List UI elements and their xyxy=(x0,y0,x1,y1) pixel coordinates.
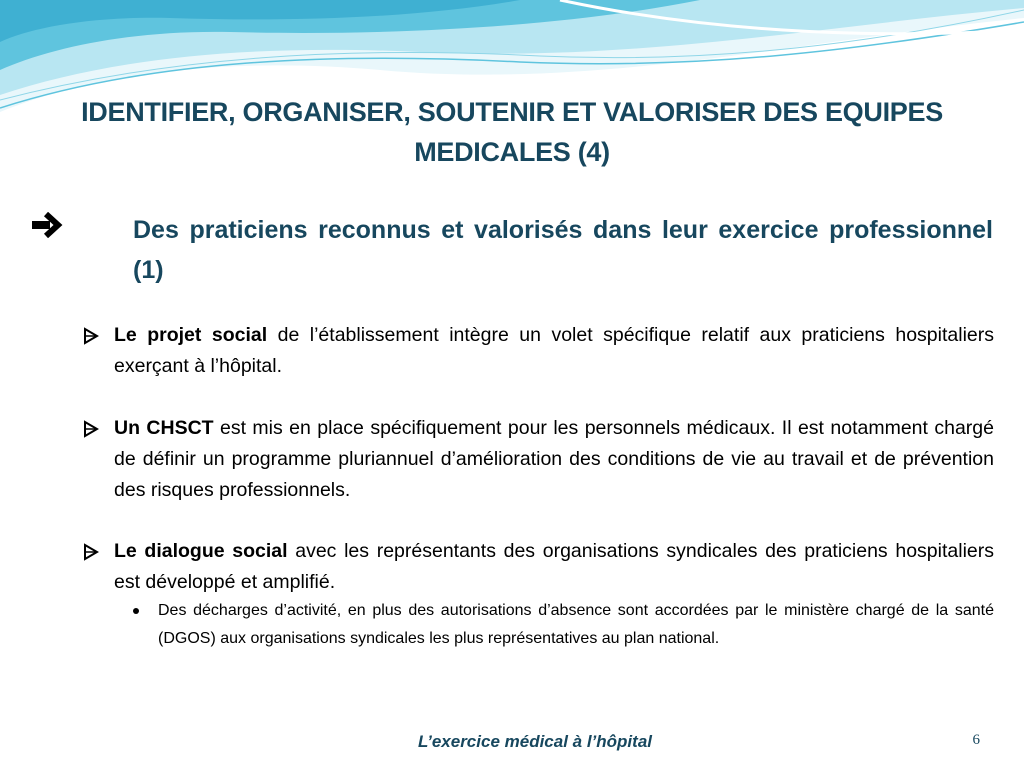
bullet-bold-label: Le projet social xyxy=(114,324,268,346)
page-title xyxy=(40,92,984,172)
bullet-bold-label: Le dialogue social xyxy=(114,540,288,562)
page-number: 6 xyxy=(972,732,980,748)
bullet-text: est mis en place spécifiquement pour les personnels médicaux. Il est notamment chargé de définir un programme pluriannuel d’amélioration des conditions de vie au travail et de prévention des risques professionnels. xyxy=(114,417,994,501)
page-title-line-2: MEDICALES (4) xyxy=(414,137,610,167)
arrow-right-icon xyxy=(30,212,66,238)
chevron-right-icon xyxy=(82,543,100,561)
bullet-bold-label: Un CHSCT xyxy=(114,417,214,439)
sub-bullet-decharges: Des décharges d’activité, en plus des autorisations d’absence sont accordées par le ministère chargé de la santé (DGOS) aux organisations syndicales les plus représentatives au plan national. xyxy=(158,602,994,647)
dot-icon xyxy=(133,608,139,614)
bullet-text: de l’établissement intègre un volet spécifique relatif aux praticiens hospitaliers exerçant à l’hôpital. xyxy=(114,324,994,377)
page-title-line-1: IDENTIFIER, ORGANISER, SOUTENIR ET VALORISER DES EQUIPES xyxy=(81,97,943,127)
section-subtitle: Des praticiens reconnus et valorisés dans leur exercice professionnel (1) xyxy=(133,216,993,284)
chevron-right-icon xyxy=(82,420,100,438)
bullet-dialogue-social xyxy=(114,536,994,598)
bullet-text: avec les représentants des organisations syndicales des praticiens hospitaliers est développé et amplifié. xyxy=(114,540,994,593)
chevron-right-icon xyxy=(82,327,100,345)
bullet-chsct xyxy=(114,413,994,506)
bullet-projet-social xyxy=(114,320,994,382)
footer-title: L’exercice médical à l’hôpital xyxy=(417,732,652,751)
